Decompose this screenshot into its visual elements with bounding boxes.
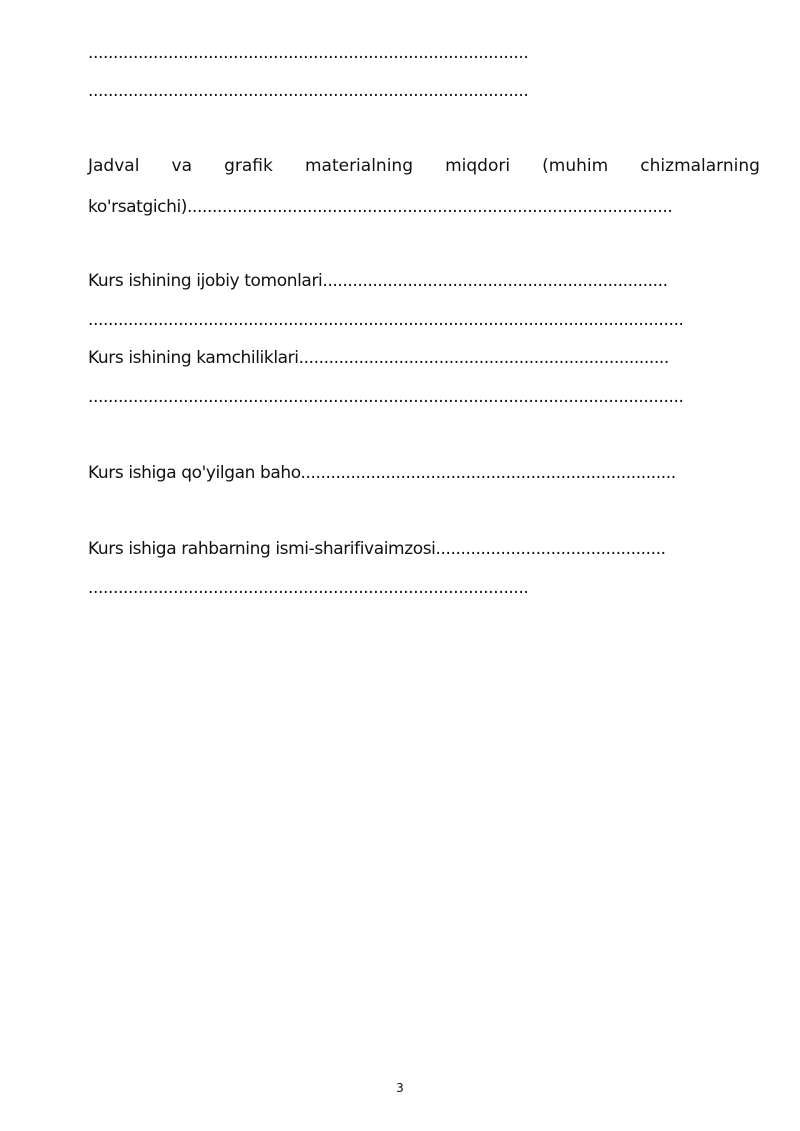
word: chizmalarning (640, 156, 760, 176)
page-number: 3 (396, 1081, 404, 1095)
kamchiliklari-line: Kurs ishining kamchiliklari.......................................................................... (88, 348, 669, 368)
word: va (171, 156, 193, 176)
rahbar-line: Kurs ishiga rahbarning ismi-sharifivaimzosi.............................................. (88, 539, 666, 559)
word: grafik (224, 156, 273, 176)
jadval-paragraph-line-2: ko'rsatgichi)................................................................................................. (88, 197, 673, 217)
baho-line: Kurs ishiga qo'yilgan baho........................................................................... (88, 463, 676, 483)
word: (muhim (542, 156, 609, 176)
ijobiy-tomonlari-line: Kurs ishining ijobiy tomonlari..................................................................... (88, 271, 668, 291)
jadval-paragraph-line-1 (88, 155, 760, 177)
blank-line: ....................................................................................................................... (88, 387, 684, 407)
word: miqdori (445, 156, 511, 176)
word: Jadval (88, 156, 140, 176)
word: materialning (304, 156, 413, 176)
blank-line: ........................................................................................ (88, 578, 529, 598)
blank-line: ........................................................................................ (88, 81, 529, 101)
blank-line: ........................................................................................ (88, 43, 529, 63)
blank-line: ....................................................................................................................... (88, 310, 684, 330)
